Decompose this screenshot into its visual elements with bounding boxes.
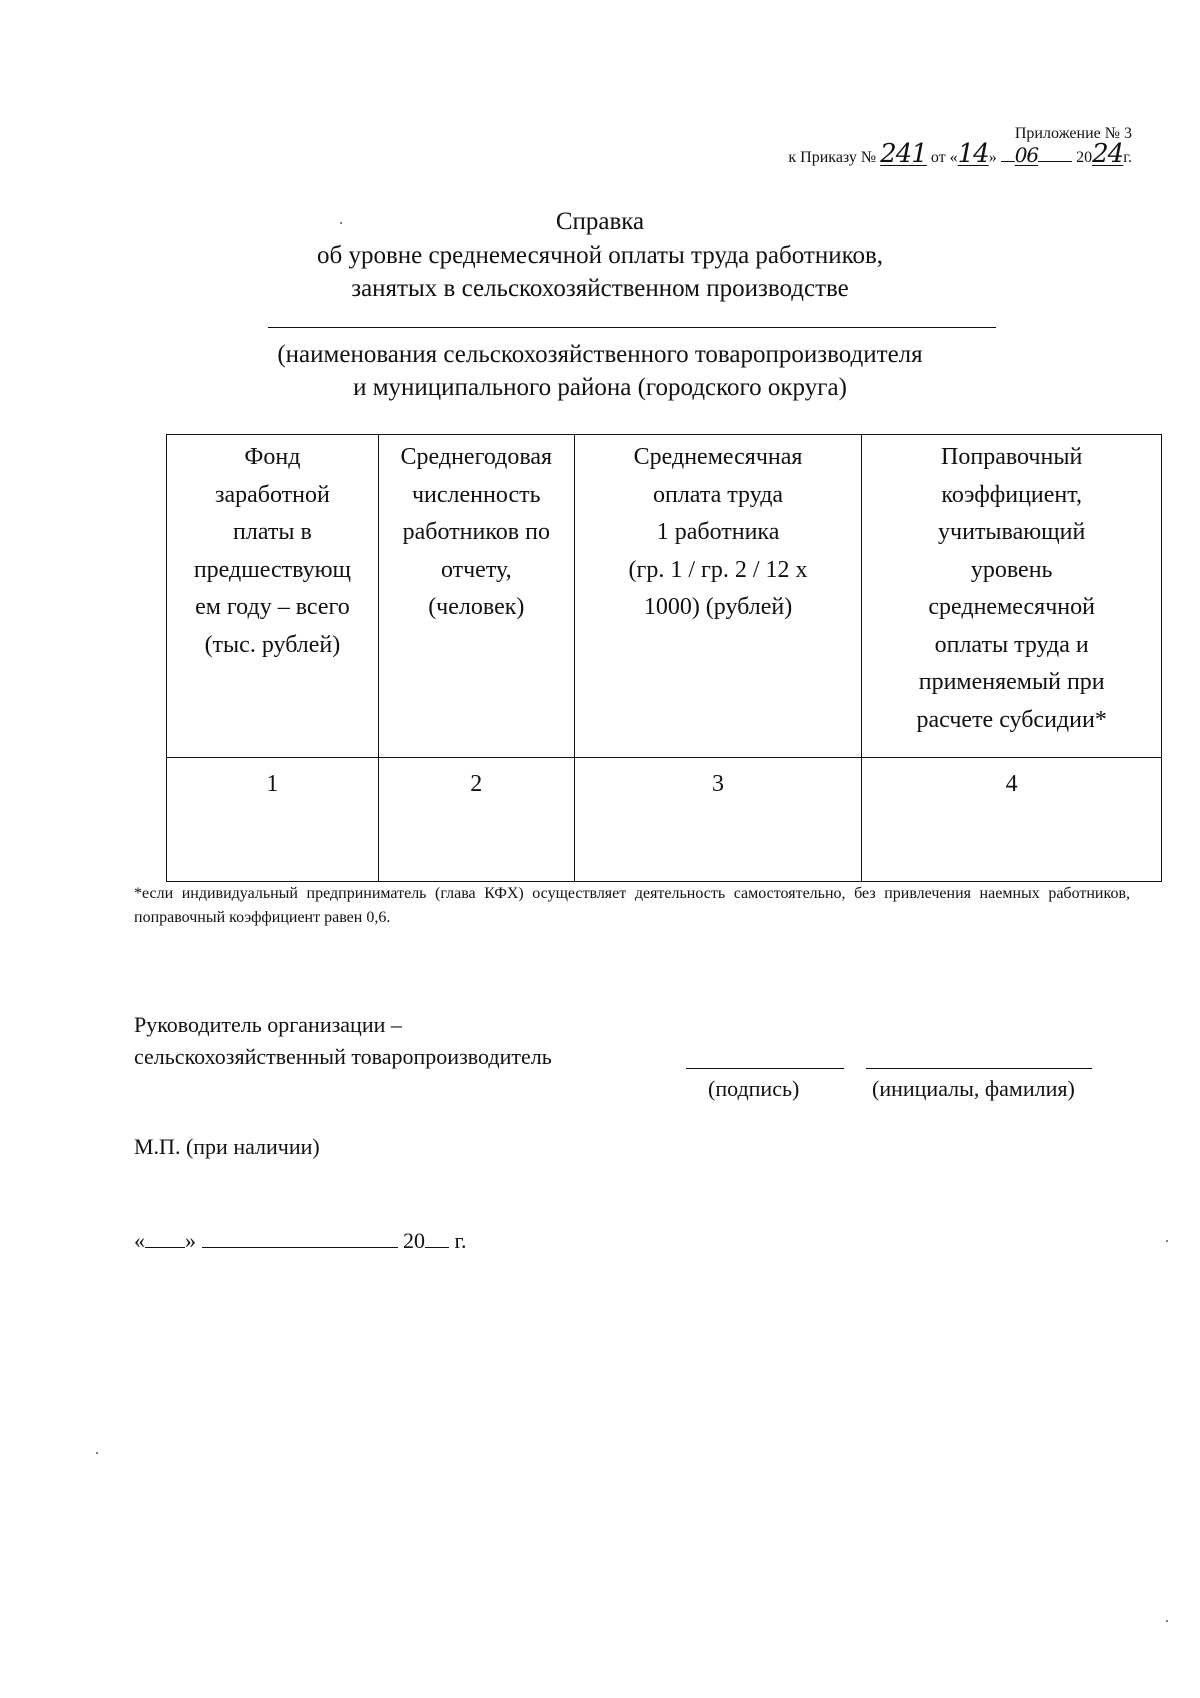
scan-speck (1166, 1620, 1168, 1622)
footnote: *если индивидуальный предприниматель (глава КФХ) осуществляет деятельность самостоятельно, без привлечения наемных работников, поправочный коэффициент равен 0,6. (134, 885, 1130, 926)
document-title: Справка (555, 208, 645, 235)
scan-speck (96, 1452, 98, 1454)
date-close-quote: » (185, 1228, 196, 1253)
name-field-line (866, 1068, 1092, 1069)
signatory-title-line1: Руководитель организации – (134, 1012, 402, 1037)
scan-speck (340, 222, 342, 224)
header-cell-wage-fund: Фонд заработной платы в предшествующ ем году – всего (тыс. рублей) (167, 435, 379, 758)
document-subtitle-line2: занятых в сельскохозяйственном производстве (351, 275, 849, 302)
month-blank (202, 1227, 398, 1248)
column-number-2: 2 (378, 758, 574, 882)
table-number-row (167, 758, 1162, 882)
column-number-1: 1 (167, 758, 379, 882)
producer-name-field-line (268, 327, 996, 328)
order-prefix: к Приказу № (788, 149, 877, 166)
stamp-place: М.П. (при наличии) (134, 1134, 320, 1159)
date-open-quote: « (134, 1228, 145, 1253)
order-from: от « (930, 149, 958, 166)
wage-table (166, 434, 1162, 882)
date-field (134, 1226, 467, 1256)
field-caption-line2: и муниципального района (городского округа) (353, 374, 847, 401)
column-number-3: 3 (574, 758, 862, 882)
year-blank (425, 1227, 449, 1248)
date-year-suffix: г. (454, 1228, 467, 1253)
signature-caption: (подпись) (708, 1076, 800, 1101)
header-cell-monthly-pay: Среднемесячная оплата труда 1 работника (гр. 1 / гр. 2 / 12 х 1000) (рублей) (574, 435, 862, 758)
order-month-handwritten: 06 (1014, 143, 1039, 167)
date-year-prefix: 20 (403, 1228, 425, 1253)
order-reference (788, 139, 1132, 169)
header-cell-coefficient: Поправочный коэффициент, учитывающий уровень среднемесячной оплаты труда и применяемый при расчете субсидии* (862, 435, 1162, 758)
header-cell-headcount: Среднегодовая численность работников по отчету, (человек) (378, 435, 574, 758)
signatory-title-line2: сельскохозяйственный товаропроизводитель (134, 1044, 552, 1069)
order-number-handwritten: 241 (880, 139, 927, 169)
order-year-handwritten: 24 (1092, 139, 1124, 169)
order-day-handwritten: 14 (957, 139, 989, 169)
day-blank (145, 1227, 185, 1248)
appendix-label: Приложение № 3 (1014, 125, 1132, 142)
column-number-4: 4 (862, 758, 1162, 882)
order-year-suffix: г. (1123, 149, 1132, 166)
order-year-prefix: 20 (1076, 149, 1093, 166)
order-day-close: » (988, 149, 997, 166)
name-caption: (инициалы, фамилия) (872, 1076, 1075, 1101)
document-subtitle-line1: об уровне среднемесячной оплаты труда работников, (316, 242, 884, 269)
field-caption-line1: (наименования сельскохозяйственного товаропроизводителя (277, 341, 923, 368)
signature-field-line (686, 1068, 844, 1069)
scan-speck (1166, 1240, 1168, 1242)
month-blank-right (1038, 147, 1072, 162)
table-header-row (167, 435, 1162, 758)
month-blank-left (1001, 147, 1015, 162)
